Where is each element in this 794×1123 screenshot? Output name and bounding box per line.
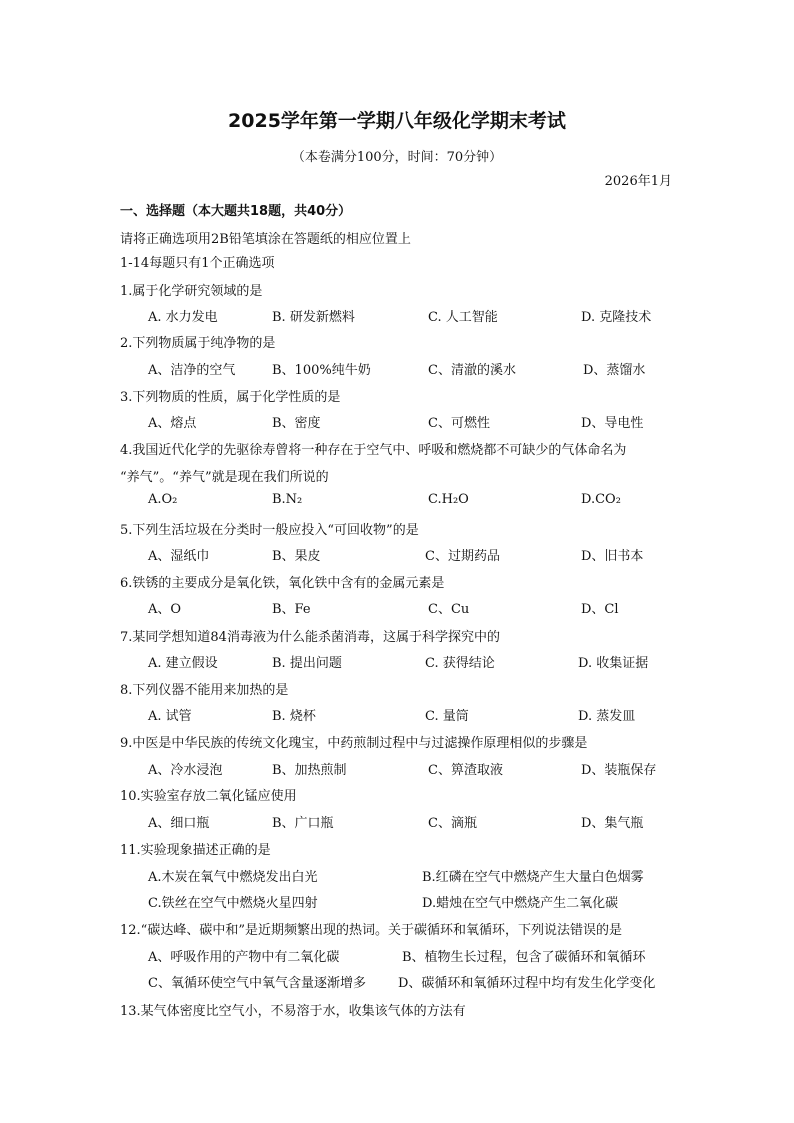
option: D.蜡烛在空气中燃烧产生二氧化碳 bbox=[422, 896, 619, 911]
question-stem: 12.“碳达峰、碳中和”是近期频繁出现的热词。关于碳循环和氧循环，下列说法错误的是 bbox=[120, 923, 622, 938]
option: A. 试管 bbox=[148, 709, 192, 724]
question-stem: 13.某气体密度比空气小，不易溶于水，收集该气体的方法有 bbox=[120, 1004, 466, 1019]
option: D. 收集证据 bbox=[578, 656, 649, 671]
question-stem: 4.我国近代化学的先驱徐寿曾将一种存在于空气中、呼吸和燃烧都不可缺少的气体命名为 bbox=[120, 443, 627, 458]
option: D、装瓶保存 bbox=[581, 763, 657, 778]
option: D.CO₂ bbox=[581, 492, 621, 507]
option: D、集气瓶 bbox=[581, 816, 644, 831]
option: A、呼吸作用的产物中有二氧化碳 bbox=[148, 950, 340, 965]
option: C、清澈的溪水 bbox=[428, 363, 516, 378]
option: A、冷水浸泡 bbox=[148, 763, 223, 778]
question-stem: 1.属于化学研究领域的是 bbox=[120, 284, 263, 299]
section-note: 1-14每题只有1个正确选项 bbox=[120, 256, 275, 271]
option: A. 建立假设 bbox=[148, 656, 218, 671]
question-stem: 7.某同学想知道84消毒液为什么能杀菌消毒，这属于科学探究中的 bbox=[120, 630, 500, 645]
option: B、广口瓶 bbox=[272, 816, 334, 831]
option: C.铁丝在空气中燃烧火星四射 bbox=[148, 896, 318, 911]
question-stem: 10.实验室存放二氧化锰应使用 bbox=[120, 789, 297, 804]
option: D、Cl bbox=[581, 602, 619, 617]
option: D、碳循环和氧循环过程中均有发生化学变化 bbox=[398, 976, 656, 991]
question-stem: 11.实验现象描述正确的是 bbox=[120, 843, 271, 858]
option: D. 蒸发皿 bbox=[578, 709, 636, 724]
option: A、洁净的空气 bbox=[148, 363, 236, 378]
option: B、Fe bbox=[272, 602, 311, 617]
option: A.木炭在氧气中燃烧发出白光 bbox=[148, 870, 318, 885]
section-heading: 一、选择题（本大题共18题，共40分） bbox=[120, 204, 352, 219]
option: C、箅渣取液 bbox=[428, 763, 503, 778]
option: C、可燃性 bbox=[428, 416, 490, 431]
exam-subtitle: （本卷满分100分，时间：70分钟） bbox=[291, 150, 503, 165]
option: B、密度 bbox=[272, 416, 321, 431]
option: B.红磷在空气中燃烧产生大量白色烟雾 bbox=[422, 870, 644, 885]
section-instruction: 请将正确选项用2B铅笔填涂在答题纸的相应位置上 bbox=[120, 232, 411, 247]
option: C、Cu bbox=[428, 602, 470, 617]
option: D、导电性 bbox=[581, 416, 644, 431]
exam-date: 2026年1月 bbox=[604, 174, 672, 189]
question-stem: 3.下列物质的性质，属于化学性质的是 bbox=[120, 390, 341, 405]
option: A、细口瓶 bbox=[148, 816, 210, 831]
option: A、O bbox=[148, 602, 182, 617]
question-stem-continued: “养气”。“养气”就是现在我们所说的 bbox=[120, 470, 329, 485]
option: A. 水力发电 bbox=[148, 310, 218, 325]
option: A.O₂ bbox=[148, 492, 178, 507]
exam-title: 2025学年第一学期八年级化学期末考试 bbox=[228, 110, 566, 132]
option: D、蒸馏水 bbox=[583, 363, 646, 378]
option: C. 量筒 bbox=[425, 709, 469, 724]
question-stem: 6.铁锈的主要成分是氧化铁，氧化铁中含有的金属元素是 bbox=[120, 576, 445, 591]
option: B. 研发新燃料 bbox=[272, 310, 355, 325]
option: C. 人工智能 bbox=[428, 310, 498, 325]
question-stem: 8.下列仪器不能用来加热的是 bbox=[120, 683, 289, 698]
option: B、100%纯牛奶 bbox=[272, 363, 371, 378]
option: B、果皮 bbox=[272, 549, 321, 564]
option: D、旧书本 bbox=[581, 549, 644, 564]
option: A、熔点 bbox=[148, 416, 197, 431]
option: B. 烧杯 bbox=[272, 709, 316, 724]
option: B、植物生长过程，包含了碳循环和氧循环 bbox=[402, 950, 646, 965]
option: D. 克隆技术 bbox=[581, 310, 652, 325]
question-stem: 9.中医是中华民族的传统文化瑰宝，中药煎制过程中与过滤操作原理相似的步骤是 bbox=[120, 736, 588, 751]
option: C、氧循环使空气中氧气含量逐渐增多 bbox=[148, 976, 366, 991]
question-stem: 2.下列物质属于纯净物的是 bbox=[120, 336, 276, 351]
option: A、湿纸巾 bbox=[148, 549, 210, 564]
question-stem: 5.下列生活垃圾在分类时一般应投入“可回收物”的是 bbox=[120, 523, 419, 538]
option: C. 获得结论 bbox=[425, 656, 495, 671]
option: B、加热煎制 bbox=[272, 763, 347, 778]
option: B. 提出问题 bbox=[272, 656, 342, 671]
option: B.N₂ bbox=[272, 492, 303, 507]
option: C、过期药品 bbox=[425, 549, 500, 564]
option: C.H₂O bbox=[428, 492, 469, 507]
option: C、滴瓶 bbox=[428, 816, 477, 831]
